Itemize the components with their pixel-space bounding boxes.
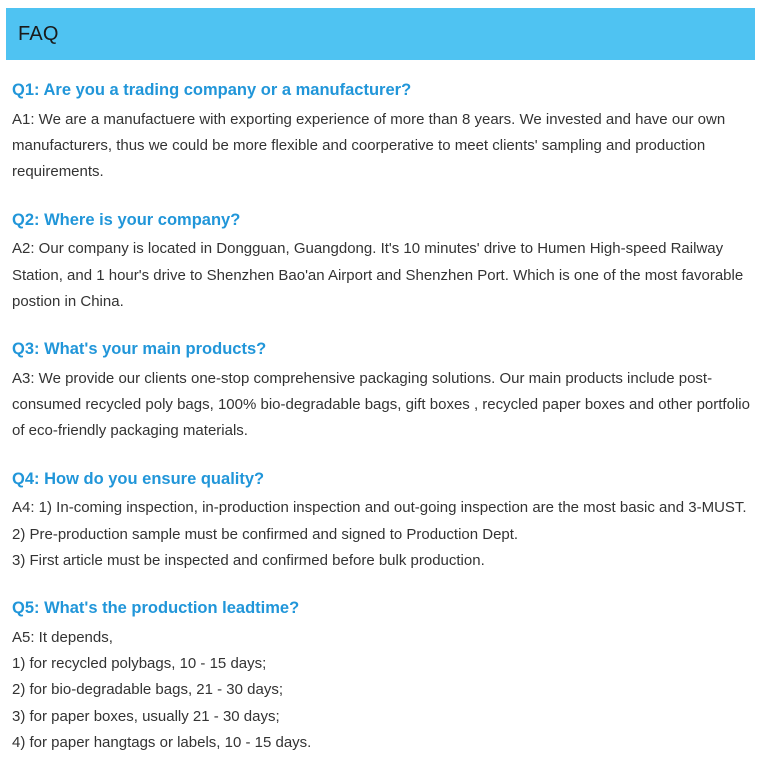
faq-question: Q5: What's the production leadtime?: [12, 599, 300, 617]
faq-question: Q4: How do you ensure quality?: [12, 469, 265, 488]
faq-question: Q2: Where is your company?: [12, 210, 241, 229]
faq-item: [12, 337, 751, 445]
faq-answer-line: A5: It depends,: [12, 628, 113, 646]
faq-answer-line: 1) for recycled polybags, 10 - 15 days;: [12, 655, 267, 672]
faq-answer-line: 2) Pre-production sample must be confirmed and signed to Production Dept.: [12, 525, 519, 543]
faq-answer-line: 4) for paper hangtags or labels, 10 - 15 days.: [12, 733, 312, 751]
faq-answer-line: A3: We provide our clients one-stop comprehensive packaging solutions. Our main products include post-consumed recycled poly bags, 100% bio-degradable bags, gift boxes , recycled paper boxes and other portfolio of eco-friendly packaging materials.: [12, 369, 750, 440]
faq-answer-line: A2: Our company is located in Dongguan, Guangdong. It's 10 minutes' drive to Humen High-speed Railway Station, and 1 hour's drive to Shenzhen Bao'an Airport and Shenzhen Port. Which is one of the most favorable postion in China.: [12, 240, 744, 310]
faq-header-bar: [6, 8, 755, 60]
faq-content: [0, 60, 765, 766]
faq-answer-line: 3) for paper boxes, usually 21 - 30 days;: [12, 707, 280, 725]
faq-answer-line: 3) First article must be inspected and confirmed before bulk production.: [12, 551, 485, 569]
faq-answer-line: A4: 1) In-coming inspection, in-production inspection and out-going inspection are the most basic and 3-MUST.: [12, 499, 747, 517]
faq-item: [12, 208, 751, 316]
faq-answer-line: A1: We are a manufactuere with exporting experience of more than 8 years. We invested and have our own manufacturers, thus we could be more flexible and coorperative to meet clients' sampling and production requirements.: [12, 110, 726, 181]
page-title: FAQ: [18, 22, 59, 45]
faq-item: [12, 596, 751, 756]
faq-answer-line: 2) for bio-degradable bags, 21 - 30 days;: [12, 681, 284, 699]
faq-question: Q3: What's your main products?: [12, 340, 267, 358]
faq-page: [0, 8, 765, 766]
faq-item: [12, 78, 751, 186]
faq-question: Q1: Are you a trading company or a manufacturer?: [12, 81, 412, 99]
faq-item: [12, 467, 751, 575]
